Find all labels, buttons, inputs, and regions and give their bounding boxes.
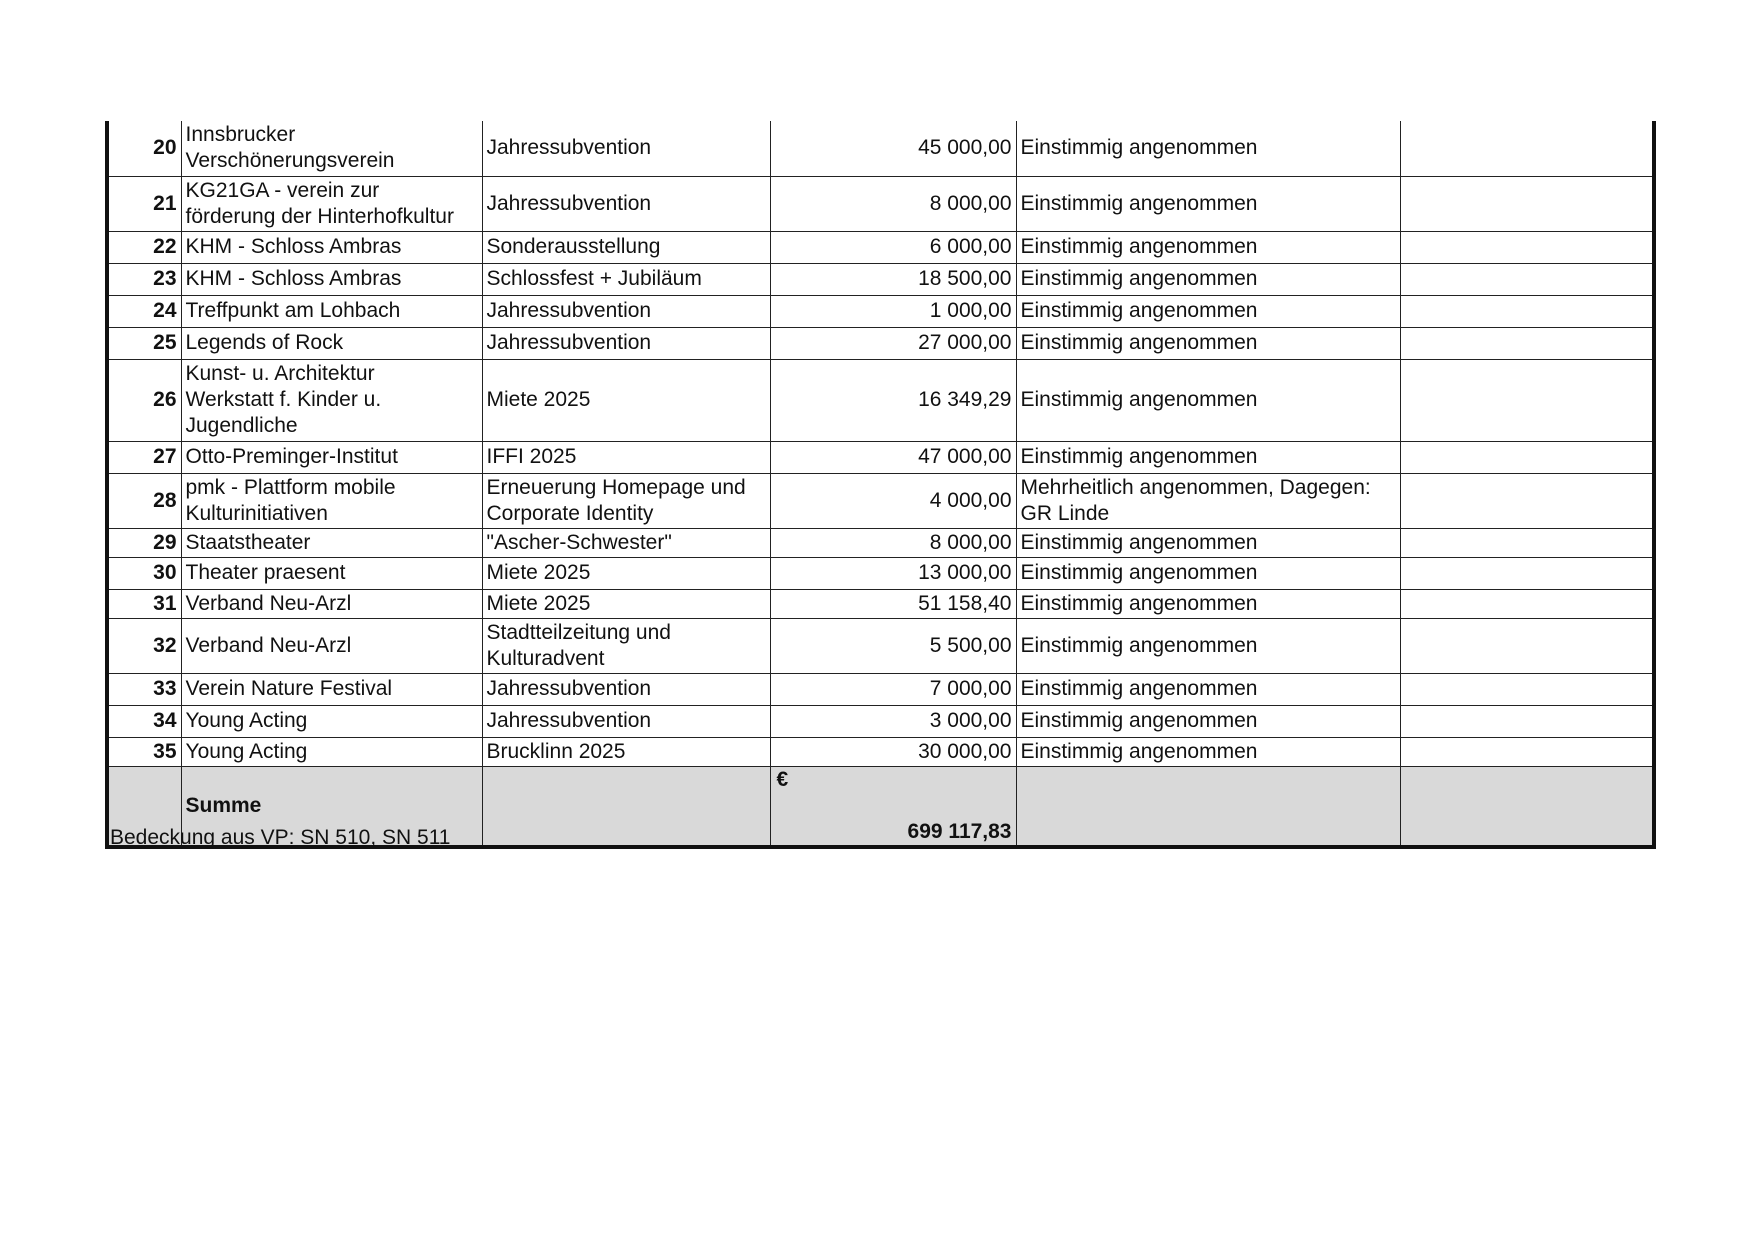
amount: 47 000,00 bbox=[770, 441, 1016, 473]
recipient-name: Young Acting bbox=[181, 737, 482, 766]
recipient-name: Verein Nature Festival bbox=[181, 673, 482, 705]
row-number: 24 bbox=[107, 295, 181, 327]
amount: 45 000,00 bbox=[770, 121, 1016, 176]
extra-cell bbox=[1400, 737, 1654, 766]
table-row bbox=[107, 263, 1654, 295]
currency-symbol: € bbox=[776, 767, 789, 791]
row-number: 26 bbox=[107, 359, 181, 441]
extra-cell bbox=[1400, 176, 1654, 231]
table-row bbox=[107, 359, 1654, 441]
purpose: Erneuerung Homepage und Corporate Identity bbox=[482, 473, 770, 528]
amount: 1 000,00 bbox=[770, 295, 1016, 327]
purpose: Miete 2025 bbox=[482, 359, 770, 441]
extra-cell bbox=[1400, 441, 1654, 473]
row-number: 25 bbox=[107, 327, 181, 359]
recipient-name: KHM - Schloss Ambras bbox=[181, 231, 482, 263]
recipient-name: pmk - Plattform mobile Kulturinitiativen bbox=[181, 473, 482, 528]
decision: Einstimmig angenommen bbox=[1016, 263, 1400, 295]
row-number: 31 bbox=[107, 589, 181, 618]
amount: 8 000,00 bbox=[770, 176, 1016, 231]
purpose: "Ascher-Schwester" bbox=[482, 528, 770, 557]
recipient-name: Kunst- u. Architektur Werkstatt f. Kinder u. Jugendliche bbox=[181, 359, 482, 441]
grants-table-body bbox=[107, 121, 1654, 766]
row-number: 23 bbox=[107, 263, 181, 295]
row-number: 29 bbox=[107, 528, 181, 557]
table-row bbox=[107, 705, 1654, 737]
sum-extra-cell bbox=[1400, 766, 1654, 847]
decision: Einstimmig angenommen bbox=[1016, 737, 1400, 766]
decision: Einstimmig angenommen bbox=[1016, 705, 1400, 737]
recipient-name: Verband Neu-Arzl bbox=[181, 589, 482, 618]
row-number: 27 bbox=[107, 441, 181, 473]
amount: 4 000,00 bbox=[770, 473, 1016, 528]
amount: 8 000,00 bbox=[770, 528, 1016, 557]
recipient-name: Treffpunkt am Lohbach bbox=[181, 295, 482, 327]
extra-cell bbox=[1400, 295, 1654, 327]
decision: Einstimmig angenommen bbox=[1016, 618, 1400, 673]
recipient-name: Innsbrucker Verschönerungsverein bbox=[181, 121, 482, 176]
purpose: Jahressubvention bbox=[482, 327, 770, 359]
sum-label: Summe bbox=[181, 766, 482, 847]
amount: 16 349,29 bbox=[770, 359, 1016, 441]
row-number: 30 bbox=[107, 557, 181, 589]
extra-cell bbox=[1400, 359, 1654, 441]
amount: 7 000,00 bbox=[770, 673, 1016, 705]
extra-cell bbox=[1400, 327, 1654, 359]
table-row bbox=[107, 295, 1654, 327]
purpose: Jahressubvention bbox=[482, 121, 770, 176]
row-number: 22 bbox=[107, 231, 181, 263]
decision: Einstimmig angenommen bbox=[1016, 589, 1400, 618]
recipient-name: Young Acting bbox=[181, 705, 482, 737]
row-number: 32 bbox=[107, 618, 181, 673]
purpose: Miete 2025 bbox=[482, 589, 770, 618]
extra-cell bbox=[1400, 263, 1654, 295]
recipient-name: KG21GA - verein zur förderung der Hinterhofkultur bbox=[181, 176, 482, 231]
extra-cell bbox=[1400, 231, 1654, 263]
sum-purpose-cell bbox=[482, 766, 770, 847]
extra-cell bbox=[1400, 528, 1654, 557]
funding-note: Bedeckung aus VP: SN 510, SN 511 bbox=[110, 826, 451, 849]
decision: Einstimmig angenommen bbox=[1016, 121, 1400, 176]
purpose: Jahressubvention bbox=[482, 176, 770, 231]
purpose: Miete 2025 bbox=[482, 557, 770, 589]
purpose: Jahressubvention bbox=[482, 295, 770, 327]
extra-cell bbox=[1400, 618, 1654, 673]
grants-table bbox=[105, 121, 1656, 849]
sum-amount-cell bbox=[770, 766, 1016, 847]
table-row bbox=[107, 327, 1654, 359]
decision: Einstimmig angenommen bbox=[1016, 359, 1400, 441]
row-number: 21 bbox=[107, 176, 181, 231]
table-row bbox=[107, 441, 1654, 473]
sum-decision-cell bbox=[1016, 766, 1400, 847]
purpose: Sonderausstellung bbox=[482, 231, 770, 263]
table-row bbox=[107, 231, 1654, 263]
decision: Einstimmig angenommen bbox=[1016, 528, 1400, 557]
decision: Einstimmig angenommen bbox=[1016, 327, 1400, 359]
extra-cell bbox=[1400, 121, 1654, 176]
amount: 18 500,00 bbox=[770, 263, 1016, 295]
decision: Einstimmig angenommen bbox=[1016, 231, 1400, 263]
recipient-name: KHM - Schloss Ambras bbox=[181, 263, 482, 295]
recipient-name: Staatstheater bbox=[181, 528, 482, 557]
decision: Einstimmig angenommen bbox=[1016, 557, 1400, 589]
decision: Mehrheitlich angenommen, Dagegen: GR Linde bbox=[1016, 473, 1400, 528]
purpose: Stadtteilzeitung und Kulturadvent bbox=[482, 618, 770, 673]
amount: 27 000,00 bbox=[770, 327, 1016, 359]
amount: 6 000,00 bbox=[770, 231, 1016, 263]
table-row bbox=[107, 673, 1654, 705]
amount: 3 000,00 bbox=[770, 705, 1016, 737]
row-number: 20 bbox=[107, 121, 181, 176]
amount: 13 000,00 bbox=[770, 557, 1016, 589]
extra-cell bbox=[1400, 705, 1654, 737]
purpose: Jahressubvention bbox=[482, 673, 770, 705]
amount: 30 000,00 bbox=[770, 737, 1016, 766]
recipient-name: Theater praesent bbox=[181, 557, 482, 589]
extra-cell bbox=[1400, 473, 1654, 528]
purpose: IFFI 2025 bbox=[482, 441, 770, 473]
row-number: 35 bbox=[107, 737, 181, 766]
table-row bbox=[107, 557, 1654, 589]
table-row bbox=[107, 176, 1654, 231]
extra-cell bbox=[1400, 557, 1654, 589]
recipient-name: Legends of Rock bbox=[181, 327, 482, 359]
purpose: Jahressubvention bbox=[482, 705, 770, 737]
table-row bbox=[107, 589, 1654, 618]
recipient-name: Verband Neu-Arzl bbox=[181, 618, 482, 673]
decision: Einstimmig angenommen bbox=[1016, 295, 1400, 327]
table-row bbox=[107, 618, 1654, 673]
table-row bbox=[107, 737, 1654, 766]
decision: Einstimmig angenommen bbox=[1016, 673, 1400, 705]
decision: Einstimmig angenommen bbox=[1016, 176, 1400, 231]
row-number: 34 bbox=[107, 705, 181, 737]
extra-cell bbox=[1400, 673, 1654, 705]
row-number: 28 bbox=[107, 473, 181, 528]
amount: 5 500,00 bbox=[770, 618, 1016, 673]
recipient-name: Otto-Preminger-Institut bbox=[181, 441, 482, 473]
purpose: Schlossfest + Jubiläum bbox=[482, 263, 770, 295]
table-row bbox=[107, 121, 1654, 176]
amount: 51 158,40 bbox=[770, 589, 1016, 618]
decision: Einstimmig angenommen bbox=[1016, 441, 1400, 473]
extra-cell bbox=[1400, 589, 1654, 618]
table-row bbox=[107, 528, 1654, 557]
row-number: 33 bbox=[107, 673, 181, 705]
sum-amount: 699 117,83 bbox=[907, 819, 1012, 843]
purpose: Brucklinn 2025 bbox=[482, 737, 770, 766]
table-row bbox=[107, 473, 1654, 528]
